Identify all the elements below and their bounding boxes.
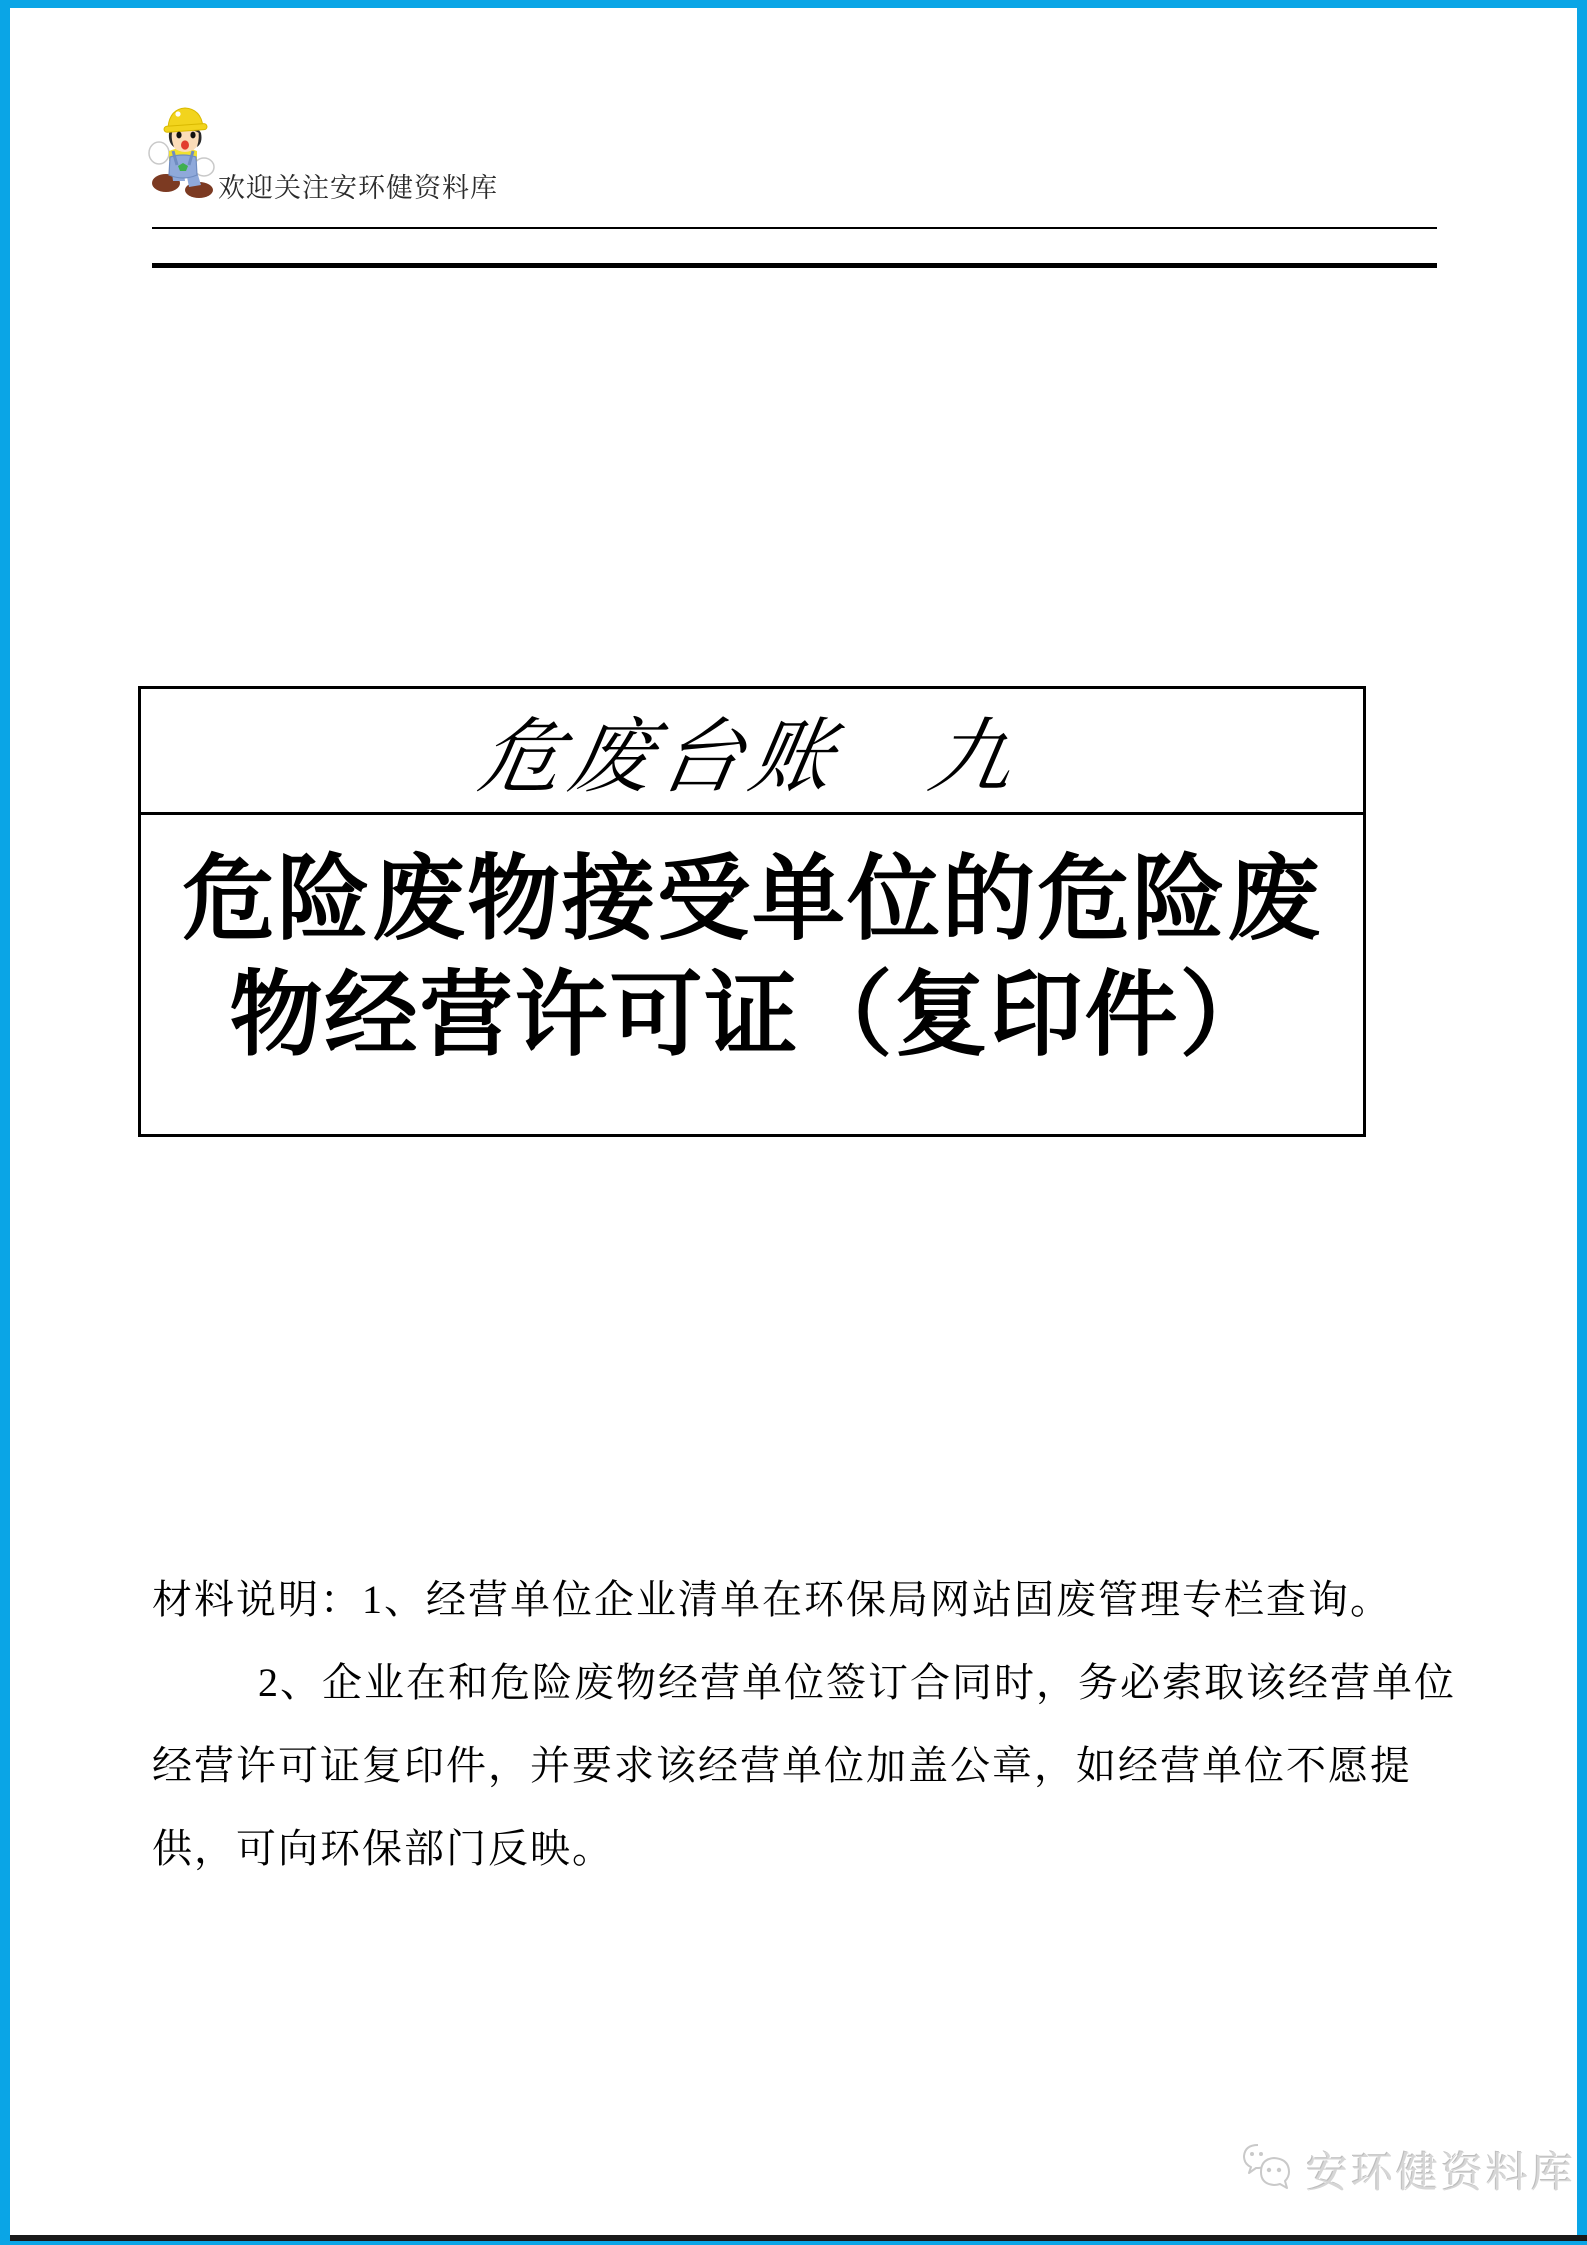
header-rule-thick bbox=[152, 263, 1437, 268]
note-line: 经营许可证复印件，并要求该经营单位加盖公章，如经营单位不愿提 bbox=[152, 1743, 1412, 1788]
note-line: 供，可向环保部门反映。 bbox=[152, 1826, 614, 1871]
ledger-tab-title: 危废台账 九 bbox=[472, 712, 1029, 803]
frame-border-top bbox=[0, 0, 1587, 8]
note-line: 材料说明：1、经营单位企业清单在环保局网站固废管理专栏查询。 bbox=[152, 1577, 1392, 1622]
main-title bbox=[141, 815, 1363, 1073]
frame-border-bottom bbox=[0, 2241, 1587, 2245]
wechat-icon bbox=[1238, 2142, 1296, 2198]
material-notes bbox=[152, 1558, 1456, 1890]
watermark-text: 安环健资料库 bbox=[1306, 2151, 1577, 2197]
welcome-text: 欢迎关注安环健资料库 bbox=[218, 173, 498, 203]
frame-border-right bbox=[1577, 0, 1587, 2245]
header-rule-thin bbox=[152, 227, 1437, 229]
note-line: 2、企业在和危险废物经营单位签订合同时，务必索取该经营单位 bbox=[258, 1660, 1456, 1705]
watermark bbox=[1238, 2140, 1576, 2200]
title-box bbox=[138, 686, 1366, 1137]
main-title-line1: 危险废物接受单位的危险废 bbox=[182, 847, 1322, 951]
main-title-line2: 物经营许可证（复印件） bbox=[229, 963, 1275, 1067]
safety-worker-mascot-icon bbox=[143, 103, 223, 213]
ledger-tab-row bbox=[141, 689, 1363, 815]
frame-border-left bbox=[0, 0, 10, 2245]
